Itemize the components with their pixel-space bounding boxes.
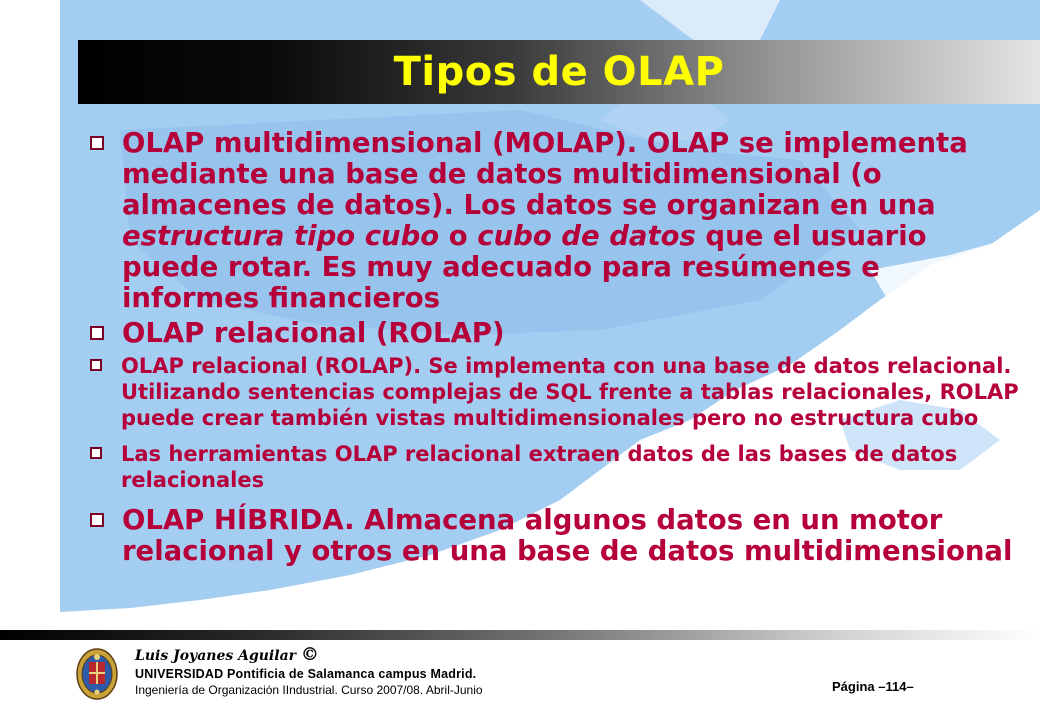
course-info: Ingeniería de Organización IIndustrial. Curso 2007/08. Abril-Junio (135, 683, 483, 697)
list-item-text: OLAP multidimensional (MOLAP). OLAP se implementa mediante una base de datos multidimensional (o almacenes de datos). Los datos se organizan en una estructura tipo cubo o cubo de datos que el usuario puede rotar. Es muy adecuado para resúmenes e informes financieros (122, 127, 968, 314)
footer-divider (0, 630, 1040, 640)
university-seal-logo (76, 648, 118, 700)
hollow-square-bullet-icon (90, 136, 104, 150)
author-name: Luis Joyanes Aguilar (135, 648, 297, 664)
footer-credits (135, 645, 483, 698)
university-name: UNIVERSIDAD Pontificia de Salamanca campus Madrid. (135, 667, 477, 681)
list-item-text: Las herramientas OLAP relacional extraen datos de las bases de datos relacionales (121, 442, 958, 492)
list-item-text: OLAP HÍBRIDA. Almacena algunos datos en un motor relacional y otros en una base de datos multidimensional (122, 504, 1013, 567)
author-line (135, 645, 483, 666)
hollow-square-bullet-icon (90, 359, 102, 371)
hollow-square-bullet-icon (90, 326, 104, 340)
bullet-list (90, 128, 1020, 567)
list-item (90, 128, 1020, 314)
slide-title: Tipos de OLAP (393, 49, 725, 95)
list-item (90, 441, 1020, 493)
hollow-square-bullet-icon (90, 513, 104, 527)
list-item-text: OLAP relacional (ROLAP). Se implementa con una base de datos relacional. Utilizando sentencias complejas de SQL frente a tablas relacionales, ROLAP puede crear también vistas multidimensionales pero no estructura cubo (121, 354, 1019, 430)
title-bar (78, 40, 1040, 104)
list-item (90, 353, 1020, 431)
list-item (90, 318, 1020, 349)
page-number: Página –114– (832, 679, 914, 694)
copyright-symbol: © (300, 644, 319, 665)
list-item (90, 505, 1020, 567)
hollow-square-bullet-icon (90, 447, 102, 459)
list-item-text: OLAP relacional (ROLAP) (122, 317, 505, 349)
